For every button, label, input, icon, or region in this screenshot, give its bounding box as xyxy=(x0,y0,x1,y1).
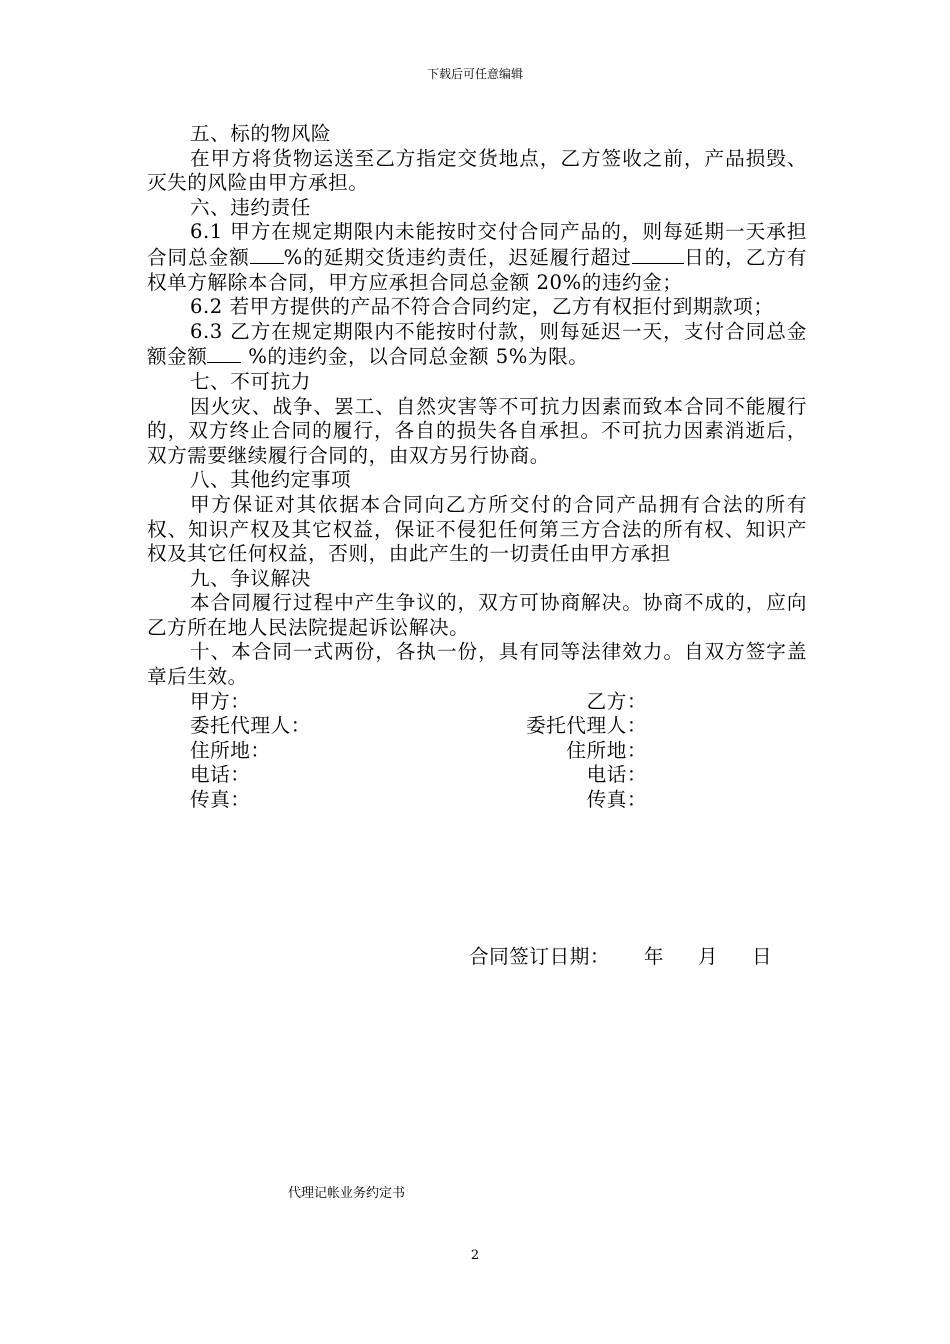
clause-6-3-part-a: 6.3 乙方在规定期限内不能按时付款，则每延迟一天，支付合同总金额金额 xyxy=(147,319,807,369)
signature-row-address xyxy=(147,739,807,764)
signature-row-party xyxy=(147,690,807,715)
blank-delay-percent[interactable] xyxy=(250,245,284,264)
address-b-label: 住所地： xyxy=(566,738,647,762)
section-10-paragraph: 十、本合同一式两份，各执一份，具有同等法律效力。自双方签字盖章后生效。 xyxy=(147,640,807,689)
section-7-title: 七、不可抗力 xyxy=(190,369,311,393)
clause-6-3 xyxy=(147,320,807,370)
agent-a-label: 委托代理人： xyxy=(190,714,311,738)
section-6-title: 六、违约责任 xyxy=(190,195,311,219)
clause-6-1-part-c: 日的，乙方有权单方解除本合同，甲方应承担合同总金额 20%的违约金； xyxy=(147,245,807,294)
blank-penalty-percent[interactable] xyxy=(207,344,241,363)
page-header: 下载后可任意编辑 xyxy=(426,67,523,81)
section-5-title: 五、标的物风险 xyxy=(190,122,332,145)
section-8-paragraph: 甲方保证对其依据本合同向乙方所交付的合同产品拥有合法的所有权、知识产权及其它权益，保证不侵犯任何第三方合法的所有权、知识产权及其它任何权益，否则，由此产生的一切责任由甲方承担 xyxy=(147,492,807,566)
section-5-paragraph: 在甲方将货物运送至乙方指定交货地点，乙方签收之前，产品损毁、灭失的风险由甲方承担。 xyxy=(147,146,807,195)
footer-document-title: 代理记帐业务约定书 xyxy=(288,1186,406,1201)
fax-a-label: 传真： xyxy=(190,788,251,812)
phone-a-label: 电话： xyxy=(190,763,251,787)
party-a-label: 甲方： xyxy=(190,689,251,713)
agent-b-label: 委托代理人： xyxy=(526,714,647,738)
section-9-title: 九、争议解决 xyxy=(190,566,311,590)
clause-6-1 xyxy=(147,220,807,295)
section-8-title: 八、其他约定事项 xyxy=(190,468,352,492)
phone-b-label: 电话： xyxy=(586,763,647,787)
signature-row-agent xyxy=(147,714,807,739)
clause-6-3-part-b: %的违约金，以合同总金额 5%为限。 xyxy=(241,345,589,369)
contract-body xyxy=(147,122,807,813)
section-7-paragraph: 因火灾、战争、罢工、自然灾害等不可抗力因素而致本合同不能履行的，双方终止合同的履行，各自的损失各自承担。不可抗力因素消逝后，双方需要继续履行合同的，由双方另行协商。 xyxy=(147,394,807,467)
clause-6-1-part-a: 6.1 甲方在规定期限内未能按时交付合同产品的，则每延期一天承担合同总金额 xyxy=(147,220,807,269)
party-b-label: 乙方： xyxy=(586,689,647,713)
clause-6-1-part-b: %的延期交货违约责任，迟延履行超过 xyxy=(283,245,632,269)
fax-b-label: 传真： xyxy=(586,788,647,812)
blank-delay-days[interactable] xyxy=(632,245,684,264)
address-a-label: 住所地： xyxy=(190,738,271,762)
signature-row-fax xyxy=(147,788,807,813)
clause-6-2: 6.2 若甲方提供的产品不符合合同约定，乙方有权拒付到期款项； xyxy=(190,295,774,319)
signing-date-line: 合同签订日期： 年 月 日 xyxy=(469,945,773,968)
page-number: 2 xyxy=(470,1248,480,1263)
signature-row-phone xyxy=(147,763,807,788)
section-9-paragraph: 本合同履行过程中产生争议的，双方可协商解决。协商不成的，应向乙方所在地人民法院提起诉讼解决。 xyxy=(147,591,807,639)
